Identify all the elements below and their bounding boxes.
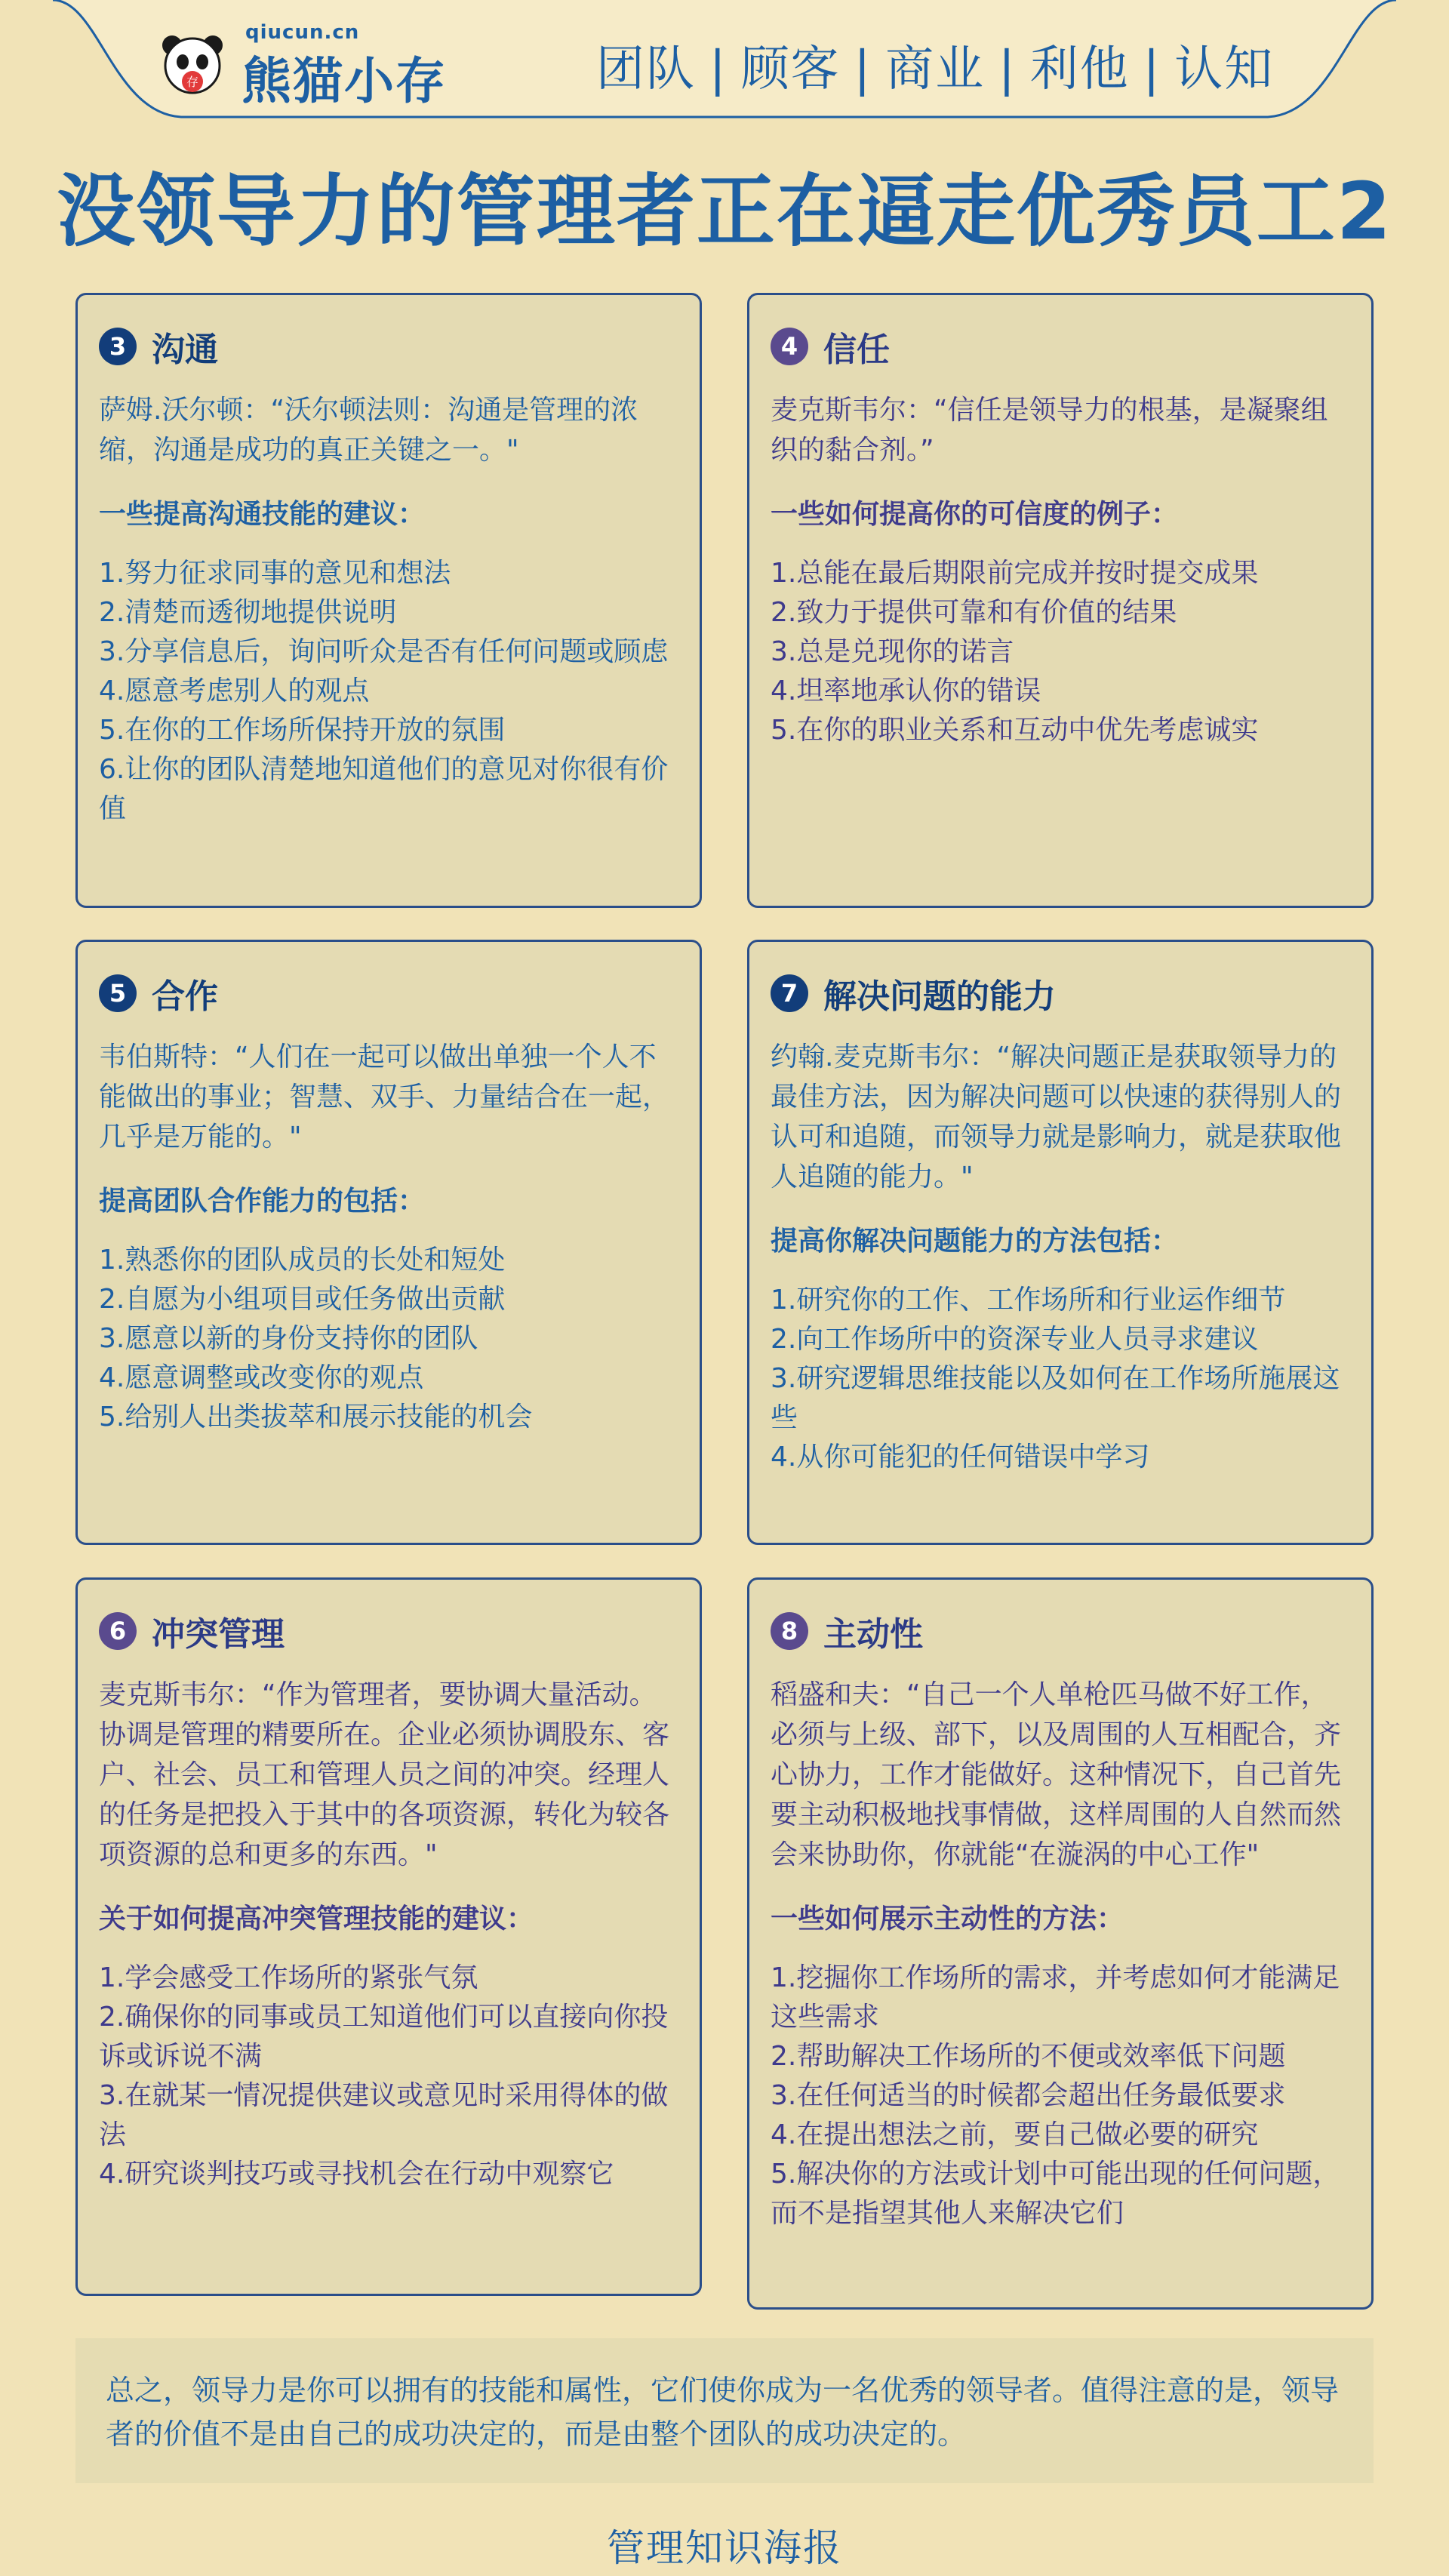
card-quote: 麦克斯韦尔：“信任是领导力的根基，是凝聚组织的黏合剂。” xyxy=(771,395,1328,466)
tip-item: 4.从你可能犯的任何错误中学习 xyxy=(771,1442,1150,1473)
tips-list xyxy=(771,1959,1350,2233)
tip-item: 4.愿意调整或改变你的观点 xyxy=(99,1362,424,1393)
card-header xyxy=(771,1607,1350,1655)
card-communication xyxy=(75,293,702,908)
header-band xyxy=(53,0,1396,121)
nav-item-team[interactable]: 团队 xyxy=(596,42,696,97)
tips-list xyxy=(771,554,1350,750)
card-initiative xyxy=(747,1577,1374,2310)
tips-list xyxy=(99,1959,678,2194)
nav-item-business[interactable]: 商业 xyxy=(885,42,986,97)
card-quote: 约翰.麦克斯韦尔：“解决问题正是获取领导力的最佳方法，因为解决问题可以快速的获得别人的认可和追随，而领导力就是影响力，就是获取他人追随的能力。" xyxy=(771,1042,1342,1193)
tip-item: 2.致力于提供可靠和有价值的结果 xyxy=(771,597,1177,628)
number-badge: 3 xyxy=(99,328,137,365)
tip-item: 2.帮助解决工作场所的不便或效率低下问题 xyxy=(771,2041,1286,2072)
tip-item: 2.清楚而透彻地提供说明 xyxy=(99,597,397,628)
tip-item: 3.研究逻辑思维技能以及如何在工作场所施展这些 xyxy=(771,1363,1340,1433)
tip-item: 3.愿意以新的身份支持你的团队 xyxy=(99,1323,478,1354)
tip-item: 2.确保你的同事或员工知道他们可以直接向你投诉或诉说不满 xyxy=(99,2002,669,2072)
tips-title: 一些提高沟通技能的建议： xyxy=(99,499,426,530)
panda-icon xyxy=(158,32,226,100)
tip-item: 5.在你的工作场所保持开放的氛围 xyxy=(99,715,506,746)
card-header xyxy=(771,969,1350,1017)
card-problem-solving xyxy=(747,940,1374,1545)
tips-list xyxy=(771,1281,1350,1477)
footer-caption: 管理知识海报 xyxy=(607,2526,842,2570)
tip-item: 3.在任何适当的时候都会超出任务最低要求 xyxy=(771,2080,1286,2111)
tips-list xyxy=(99,1241,678,1437)
card-title: 沟通 xyxy=(152,331,218,369)
tips-list xyxy=(99,554,678,829)
brand-logo[interactable] xyxy=(158,21,521,110)
tip-item: 1.努力征求同事的意见和想法 xyxy=(99,558,451,589)
tips-title: 提高团队合作能力的包括： xyxy=(99,1186,426,1217)
number-badge: 4 xyxy=(771,328,808,365)
nav-separator: | xyxy=(998,42,1017,97)
card-header xyxy=(99,1607,678,1655)
tip-item: 4.坦率地承认你的错误 xyxy=(771,676,1041,706)
tip-item: 1.挖掘你工作场所的需求，并考虑如何才能满足这些需求 xyxy=(771,1962,1340,2033)
tip-item: 1.研究你的工作、工作场所和行业运作细节 xyxy=(771,1285,1286,1316)
svg-text:存: 存 xyxy=(186,75,199,89)
tips-title: 提高你解决问题能力的方法包括： xyxy=(771,1226,1179,1257)
card-title: 主动性 xyxy=(823,1615,923,1654)
nav-item-altruism[interactable]: 利他 xyxy=(1029,42,1130,97)
card-quote: 韦伯斯特：“人们在一起可以做出单独一个人不能做出的事业；智慧、双手、力量结合在一起，几乎是万能的。" xyxy=(99,1042,670,1153)
tips-title: 关于如何提高冲突管理技能的建议： xyxy=(99,1904,534,1934)
card-conflict-management xyxy=(75,1577,702,2296)
nav-item-cognition[interactable]: 认知 xyxy=(1174,42,1275,97)
tip-item: 1.总能在最后期限前完成并按时提交成果 xyxy=(771,558,1259,589)
tip-item: 6.让你的团队清楚地知道他们的意见对你很有价值 xyxy=(99,754,669,824)
top-nav xyxy=(596,30,1274,100)
tip-item: 4.在提出想法之前，要自己做必要的研究 xyxy=(771,2119,1259,2150)
brand-domain: qiucun.cn xyxy=(245,21,360,44)
number-badge: 8 xyxy=(771,1612,808,1650)
tip-item: 3.总是兑现你的诺言 xyxy=(771,636,1014,667)
card-header xyxy=(99,969,678,1017)
card-title: 解决问题的能力 xyxy=(823,977,1056,1016)
nav-separator: | xyxy=(1143,42,1161,97)
tip-item: 5.在你的职业关系和互动中优先考虑诚实 xyxy=(771,715,1259,746)
tip-item: 5.给别人出类拔萃和展示技能的机会 xyxy=(99,1402,533,1433)
card-quote: 萨姆.沃尔顿：“沃尔顿法则：沟通是管理的浓缩，沟通是成功的真正关键之一。" xyxy=(99,395,638,466)
summary-box: 总之，领导力是你可以拥有的技能和属性，它们使你成为一名优秀的领导者。值得注意的是，领导者的价值不是由自己的成功决定的，而是由整个团队的成功决定的。 xyxy=(75,2338,1374,2483)
card-quote: 稻盛和夫：“自己一个人单枪匹马做不好工作，必须与上级、部下，以及周围的人互相配合，齐心协力，工作才能做好。这种情况下，自己首先要主动积极地找事情做，这样周围的人自然而然会来协助你，你就能“在漩涡的中心工作" xyxy=(771,1679,1342,1870)
tip-item: 1.熟悉你的团队成员的长处和短处 xyxy=(99,1245,506,1276)
tip-item: 3.在就某一情况提供建议或意见时采用得体的做法 xyxy=(99,2080,669,2150)
tips-title: 一些如何展示主动性的方法： xyxy=(771,1904,1124,1934)
number-badge: 7 xyxy=(771,974,808,1012)
number-badge: 6 xyxy=(99,1612,137,1650)
tip-item: 2.自愿为小组项目或任务做出贡献 xyxy=(99,1284,506,1315)
brand-name: 熊猫小存 xyxy=(242,52,447,110)
tip-item: 4.研究谈判技巧或寻找机会在行动中观察它 xyxy=(99,2159,614,2190)
card-quote: 麦克斯韦尔：“作为管理者，要协调大量活动。协调是管理的精要所在。企业必须协调股东、客户、社会、员工和管理人员之间的冲突。经理人的任务是把投入于其中的各项资源，转化为较各项资源的总和更多的东西。" xyxy=(99,1679,670,1870)
tip-item: 5.解决你的方法或计划中可能出现的任何问题，而不是指望其他人来解决它们 xyxy=(771,2159,1340,2229)
tip-item: 4.愿意考虑别人的观点 xyxy=(99,676,370,706)
card-header xyxy=(771,322,1350,371)
nav-separator: | xyxy=(854,42,872,97)
card-cooperation xyxy=(75,940,702,1545)
card-title: 信任 xyxy=(823,331,890,369)
number-badge: 5 xyxy=(99,974,137,1012)
tip-item: 2.向工作场所中的资深专业人员寻求建议 xyxy=(771,1324,1259,1355)
nav-item-customer[interactable]: 顾客 xyxy=(740,42,841,97)
tips-title: 一些如何提高你的可信度的例子： xyxy=(771,499,1179,530)
card-header xyxy=(99,322,678,371)
tip-item: 3.分享信息后，询问听众是否有任何问题或顾虑 xyxy=(99,636,669,667)
page-title: 没领导力的管理者正在逼走优秀员工2 xyxy=(56,165,1393,257)
card-trust xyxy=(747,293,1374,908)
tip-item: 1.学会感受工作场所的紧张气氛 xyxy=(99,1962,478,1993)
card-title: 冲突管理 xyxy=(152,1615,285,1654)
card-title: 合作 xyxy=(152,977,218,1016)
nav-separator: | xyxy=(709,42,728,97)
